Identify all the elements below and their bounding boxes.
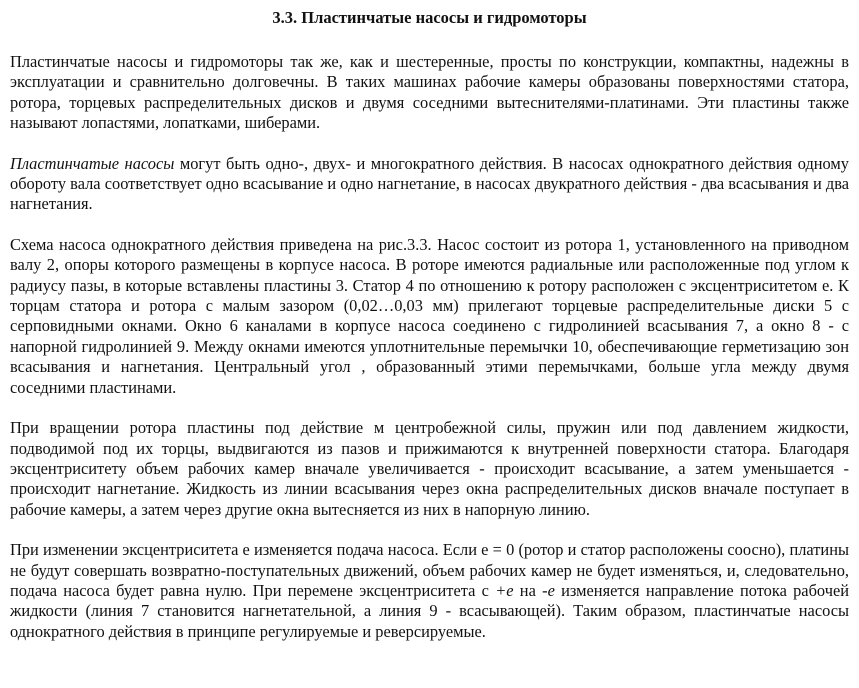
paragraph-types-text: могут быть одно-, двух- и многократного действия. В насосах однократного действия одному обороту вала соответствует одно всасывание и одно нагнетание, в насосах двукратного действия - два всасывания и два нагнетания. xyxy=(10,153,850,214)
paragraph-eccentricity xyxy=(10,540,849,642)
paragraph-intro xyxy=(10,52,849,134)
paragraph-rotation xyxy=(10,418,849,520)
plus-e-term: +е xyxy=(495,580,514,600)
paragraph-scheme xyxy=(10,235,849,398)
paragraph-eccentricity-text-mid: на xyxy=(513,580,543,600)
minus-e-term: -е xyxy=(542,580,555,600)
paragraph-eccentricity-text-before: При изменении эксцентриситета е изменяется подача насоса. Если е = 0 (ротор и статор расположены соосно), платины не будут совершать возвратно-поступательных движений, объем рабочих камер не будет изменяться, и, следовательно, подача насоса будет равна нулю. При перемене эксцентриситета с xyxy=(10,540,849,600)
italic-term: Пластинчатые насосы xyxy=(10,153,175,173)
paragraph-eccentricity-text-after: изменяется направление потока рабочей жидкости (линия 7 становится нагнетательной, а линия 9 - всасывающей). Таким образом, пластинчатые насосы однократного действия в принципе регулируемые и реверсируемые. xyxy=(10,580,849,641)
paragraph-scheme-text: Схема насоса однократного действия приведена на рис.3.3. Насос состоит из ротора 1, установленного на приводном валу 2, опоры которого размещены в корпусе насоса. В роторе имеются радиальные или расположенные под углом к радиусу пазы, в которые вставлены пластины 3. Статор 4 по отношению к ротору расположен с эксцентриситетом е. К торцам статора и ротора с малым зазором (0,02…0,03 мм) прилегают торцевые распределительные диски 5 с серповидными окнами. Окно 6 каналами в корпусе насоса соединено с гидролинией всасывания 7, а окно 8 - с напорной гидролинией 9. Между окнами имеются уплотнительные перемычки 10, обеспечивающие герметизацию зон всасывания и нагнетания. Центральный угол , образованный этими перемычками, больше угла между двумя соседними пластинами. xyxy=(10,234,849,397)
paragraph-rotation-text: При вращении ротора пластины под действие м центробежной силы, пружин или под давлением жидкости, подводимой под их торцы, выдвигаются из пазов и прижимаются к внутренней поверхности статора. Благодаря эксцентриситету объем рабочих камер вначале увеличивается - происходит всасывание, а затем уменьшается - происходит нагнетание. Жидкость из линии всасывания через окна распределительных дисков вначале поступает в рабочие камеры, а затем через другие окна вытесняется из них в напорную линию. xyxy=(10,418,849,519)
section-title: 3.3. Пластинчатые насосы и гидромоторы xyxy=(272,8,587,27)
paragraph-types xyxy=(10,154,849,215)
paragraph-intro-text: Пластинчатые насосы и гидромоторы так же, как и шестеренные, просты по конструкции, компактны, надежны в эксплуатации и сравнительно долговечны. В таких машинах рабочие камеры образованы поверхностями статора, ротора, торцевых распределительных дисков и двумя соседними вытеснителями-платинами. Эти пластины также называют лопастями, лопатками, шиберами. xyxy=(10,52,849,133)
